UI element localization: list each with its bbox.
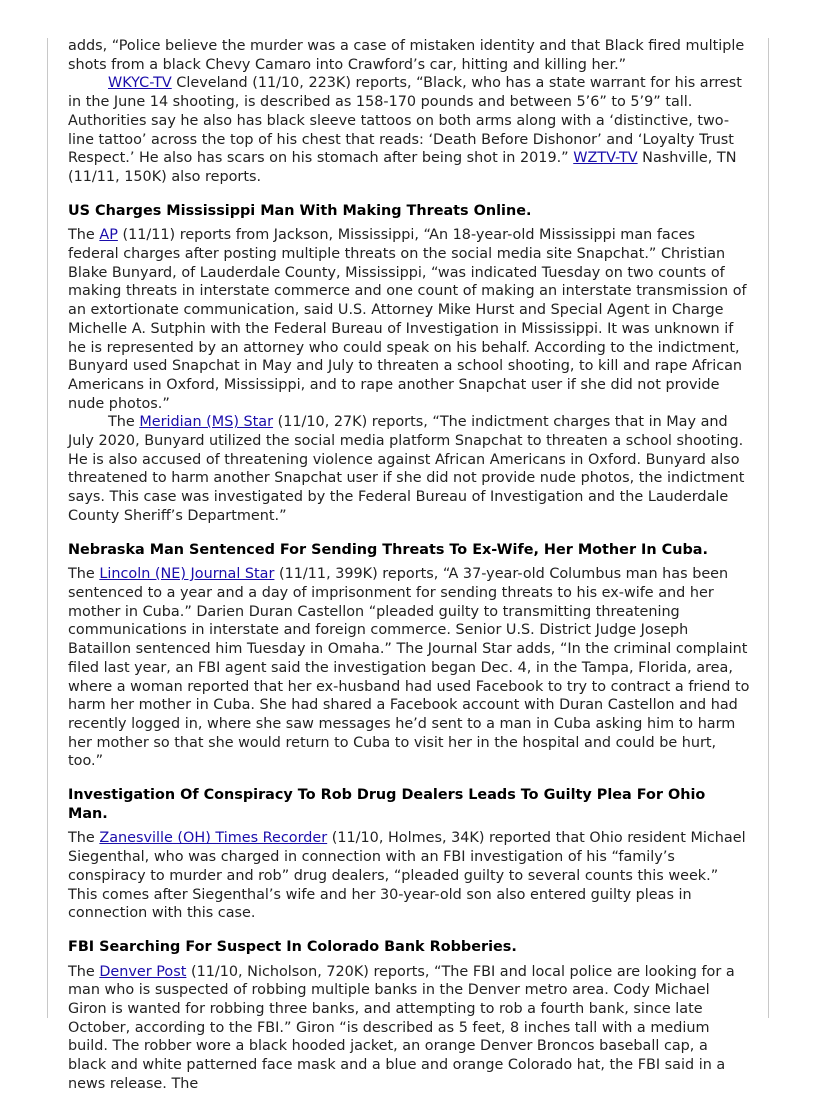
lincoln-journal-star-link[interactable]: Lincoln (NE) Journal Star — [99, 566, 275, 583]
zanesville-times-recorder-link[interactable]: Zanesville (OH) Times Recorder — [99, 830, 328, 847]
article-paragraph: The Zanesville (OH) Times Recorder (11/10, Holmes, 34K) reported that Ohio resident Michael Siegenthal, who was charged in connection with an FBI investigation of his “family’s conspiracy to murder and rob” drug dealers, “pleaded guilty to several counts this week.” This comes after Siegenthal’s wife and her 30-year-old son also entered guilty pleas in connection with this case. — [68, 830, 746, 922]
left-margin-rule — [47, 38, 48, 1018]
right-margin-rule — [768, 38, 769, 1018]
article-paragraph: The Meridian (MS) Star (11/10, 27K) reports, “The indictment charges that in May and July 2020, Bunyard utilized the social media platform Snapchat to threaten a school shooting. He is also accused of threatening violence against African Americans in Oxford. Bunyard also threatened to harm another Snapchat user if she did not provide nude photos, the indictment says. This case was investigated by the Federal Bureau of Investigation and the Lauderdale County Sheriff’s Department.” — [68, 414, 745, 524]
headline-mississippi: US Charges Mississippi Man With Making Threats Online. — [68, 202, 532, 219]
intro-paragraph: adds, “Police believe the murder was a case of mistaken identity and that Black fired multiple shots from a black Chevy Camaro into Crawford’s car, hitting and killing her.” — [68, 38, 745, 73]
article-paragraph: The AP (11/11) reports from Jackson, Mississippi, “An 18-year-old Mississippi man faces federal charges after posting multiple threats on the social media site Snapchat.” Christian Blake Bunyard, of Lauderdale County, Mississippi, “was indicated Tuesday on two counts of making threats in interstate commerce and one count of making an interstate transmission of an extortionate communication, said U.S. Attorney Mike Hurst and Special Agent in Charge Michelle A. Sutphin with the Federal Bureau of Investigation in Mississippi. It was unknown if he is represented by an attorney who could speak on his behalf. According to the indictment, Bunyard used Snapchat in May and July to threaten a school shooting, to kill and rape African Americans in Oxford, Mississippi, and to rape another Snapchat user if she did not provide nude photos.” — [68, 227, 747, 412]
intro-paragraph-2: WKYC-TV Cleveland (11/10, 223K) reports, “Black, who has a state warrant for his arrest in the June 14 shooting, is described as 158-170 pounds and between 5’6” to 5’9” tall. Authorities say he also has black sleeve tattoos on both arms along with a ‘distinctive, two-line tattoo’ across the top of his chest that reads: ‘Death Before Dishonor’ and ‘Loyalty Trust Respect.’ He also has scars on his stomach after being shot in 2019.” WZTV-TV Nashville, TN (11/11, 150K) also reports. — [68, 75, 742, 185]
article-paragraph: The Denver Post (11/10, Nicholson, 720K) reports, “The FBI and local police are looking for a man who is suspected of robbing multiple banks in the Denver metro area. Cody Michael Giron is wanted for robbing three banks, and attempting to rob a fourth bank, since late October, according to the FBI.” Giron “is described as 5 feet, 8 inches tall with a medium build. The robber wore a black hooded jacket, an orange Denver Broncos baseball cap, a black and white patterned face mask and a blue and orange Colorado hat, the FBI said in a news release. The — [68, 963, 735, 1092]
headline-nebraska: Nebraska Man Sentenced For Sending Threats To Ex-Wife, Her Mother In Cuba. — [68, 541, 708, 558]
headline-ohio: Investigation Of Conspiracy To Rob Drug Dealers Leads To Guilty Plea For Ohio Man. — [68, 787, 706, 822]
denver-post-link[interactable]: Denver Post — [99, 963, 187, 980]
document-body — [68, 37, 750, 1094]
ap-link[interactable]: AP — [99, 227, 118, 244]
article-paragraph: The Lincoln (NE) Journal Star (11/11, 399K) reports, “A 37-year-old Columbus man has been sentenced to a year and a day of imprisonment for sending threats to his ex-wife and her mother in Cuba.” Darien Duran Castellon “pleaded guilty to transmitting threatening communications in interstate and foreign commerce. Senior U.S. District Judge Joseph Bataillon sentenced him Tuesday in Omaha.” The Journal Star adds, “In the criminal complaint filed last year, an FBI agent said the investigation began Dec. 4, in the Tampa, Florida, area, where a woman reported that her ex-husband had used Facebook to try to contract a friend to harm her mother in Cuba. She had shared a Facebook account with Duran Castellon and had recently logged in, where she saw messages he’d sent to a man in Cuba asking him to harm her mother so that she would return to Cuba to visit her in the hospital and could be hurt, too.” — [68, 566, 750, 770]
wztv-link[interactable]: WZTV-TV — [573, 150, 638, 167]
meridian-star-link[interactable]: Meridian (MS) Star — [139, 414, 274, 431]
headline-colorado: FBI Searching For Suspect In Colorado Bank Robberies. — [68, 938, 517, 955]
wkyc-link[interactable]: WKYC-TV — [108, 75, 172, 92]
